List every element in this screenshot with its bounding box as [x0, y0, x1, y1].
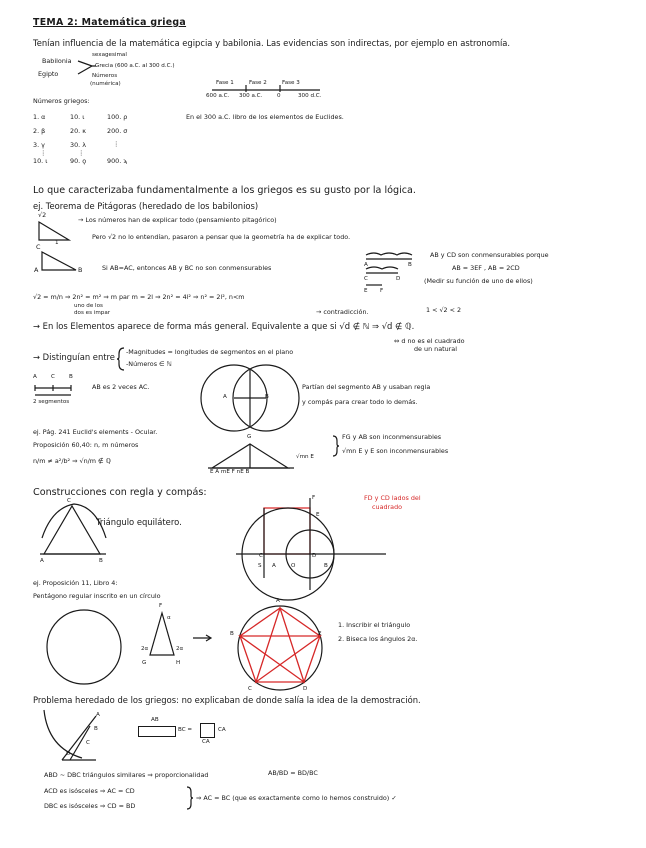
red-note-1: FD y CD lados del — [364, 494, 421, 502]
proof-line: √2 = m/n ⇒ 2n² = m² ⇒ m par m = 2l ⇒ 2n² = 4l² ⇒ n² = 2l², n<m — [33, 293, 245, 301]
logic-line: Lo que caracterizaba fundamentalmente a los griegos es su gusto por la lógica. — [33, 185, 416, 196]
num-100: 100. ρ — [107, 113, 128, 121]
euclid-note: En el 300 a.C. libro de los elementos de Euclides. — [186, 113, 344, 121]
circle-label-b: B — [265, 394, 269, 400]
dbc-line: DBC es isósceles ⇒ CD = BD — [44, 802, 136, 810]
gt-label-2alpha-right: 2α — [176, 646, 184, 652]
equilateral-triangle-construction — [40, 498, 110, 564]
gt-label-f: F — [159, 603, 163, 609]
timeline-phase-2: Fase 2 — [249, 80, 267, 86]
pent-label-b: B — [230, 631, 234, 637]
seg-letter-a: A — [33, 374, 37, 380]
num-10b: 10. ι — [70, 113, 85, 121]
isosceles-right-triangle — [38, 248, 83, 276]
pent-arrow — [192, 634, 214, 642]
pent-label-d: D — [303, 686, 308, 692]
conm-line-3: (Medir su función de uno de ellos) — [424, 277, 533, 285]
bc-eq: BC = — [178, 727, 193, 733]
magnitudes-item: -Magnitudes = longitudes de segmentos en el plano — [126, 348, 294, 356]
pent-label-e: E — [318, 631, 322, 637]
fg-line-2: √mn E y E son inconmensurables — [342, 447, 449, 455]
similar-triangles — [40, 708, 104, 764]
label-one: 1 — [55, 240, 59, 246]
tri-label-a: A — [34, 266, 39, 274]
label-egipto: Egipto — [38, 70, 59, 78]
tri-label-c: C — [36, 243, 41, 251]
label-sqrt2: √2 — [38, 211, 47, 219]
prop-line: Proposición 60,40: n, m números — [33, 441, 139, 449]
eq-label-b: B — [99, 558, 103, 564]
seg-label-c: C — [364, 276, 368, 282]
ratio: AB/BD = BD/BC — [268, 769, 318, 777]
acd-line: ACD es isósceles ⇒ AC = CD — [44, 787, 135, 795]
label-g: G — [247, 434, 252, 440]
golden-triangle — [144, 609, 184, 665]
tri-label-b: B — [78, 266, 83, 274]
eq-label-c: C — [67, 498, 71, 504]
timeline-phase-1: Fase 1 — [216, 80, 234, 86]
sq-label-c: C — [259, 553, 263, 559]
twice-note: AB es 2 veces AC. — [92, 383, 150, 391]
rect-ab — [138, 726, 176, 737]
partian-line-2: y compás para crear todo lo demás. — [302, 398, 418, 406]
frac-line: n/m ≠ a²/b² ⇒ √n/m ∉ ℚ — [33, 457, 111, 465]
num-dots-3: ⋮ — [113, 140, 120, 148]
square-construction — [236, 494, 386, 594]
pent-step-2: 2. Biseca los ángulos 2α. — [338, 635, 418, 643]
timeline-date-1: 600 a.C. — [206, 93, 230, 99]
constr-heading: Construcciones con regla y compás: — [33, 487, 207, 498]
partian-line-1: Partían del segmento AB y usaban regla — [302, 383, 431, 391]
seg-label-e: E — [364, 288, 368, 294]
page-title: TEMA 2: Matemática griega — [33, 17, 187, 28]
num-10: 10. ι — [33, 157, 48, 165]
timeline-date-4: 300 d.C. — [298, 93, 322, 99]
red-note-2: cuadrado — [372, 503, 403, 511]
seg-label-a: A — [364, 262, 368, 268]
seg-letter-b: B — [69, 374, 73, 380]
label-grecia: Grecia (600 a.C. al 300 d.C.) — [95, 63, 175, 69]
plain-circle — [44, 607, 124, 687]
sq-label-d: D — [312, 553, 317, 559]
num-20: 20. κ — [70, 127, 86, 135]
cuadrado-line-2: de un natural — [414, 345, 457, 353]
note-numbers-explain: → Los números han de explicar todo (pensamiento pitagórico) — [78, 216, 277, 224]
influence-arrows — [76, 52, 98, 82]
timeline-phase-3: Fase 3 — [282, 80, 300, 86]
brace-incomm — [332, 434, 340, 458]
timeline-date-3: 0 — [277, 93, 281, 99]
sim-label-b: B — [94, 726, 98, 732]
seg-label-f: F — [380, 288, 384, 294]
intro-line: Tenían influencia de la matemática egipcia y babilonia. Las evidencias son indirectas, por ejemplo en astronomía. — [33, 38, 511, 48]
num-2: 2. β — [33, 127, 46, 135]
gt-label-2alpha-left: 2α — [141, 646, 149, 652]
ca-label: CA — [218, 727, 226, 733]
similar-line: ABD ∼ DBC triángulos similares ⇒ proporcionalidad — [44, 771, 209, 779]
height-triangle — [206, 440, 302, 472]
num-200: 200. σ — [107, 127, 128, 135]
sim-label-a: A — [96, 712, 100, 718]
distinct-lead: → Distinguían entre — [33, 352, 115, 362]
sim-label-d: D — [66, 751, 71, 757]
cuadrado-line-1: ⇔ d no es el cuadrado — [394, 337, 465, 345]
note-geometry: Pero √2 no lo entendían, pasaron a pensar que la geometría ha de explicar todo. — [92, 233, 351, 241]
sq-label-e: E — [316, 512, 320, 518]
fg-line-1: FG y AB son inconmensurables — [342, 433, 442, 441]
label-sexagesimal: sexagesimal — [92, 52, 127, 58]
incommensurable-note: Si AB=AC, entonces AB y BC no son conmensurables — [102, 264, 272, 272]
general-form: → En los Elementos aparece de forma más general. Equivalente a que si √d ∉ ℕ ⇒ √d ∉ ℚ. — [33, 321, 415, 331]
sq-label-o: O — [291, 563, 296, 569]
proof-sub-2: dos es impar — [74, 310, 111, 316]
equilateral-note: Triángulo equilátero. — [96, 517, 182, 527]
conm-line-1: AB y CD son conmensurables porque — [430, 251, 549, 259]
seg-label-b: B — [408, 262, 412, 268]
numerals-heading: Números griegos: — [33, 97, 90, 105]
two-circles-construction — [196, 360, 300, 436]
ca-label-low: CA — [202, 739, 210, 745]
pent-label-c: C — [248, 686, 252, 692]
conm-line-2: AB = 3EF , AB = 2CD — [452, 264, 520, 272]
pitagoras-label: ej. Teorema de Pitágoras (heredado de los babilonios) — [33, 201, 259, 211]
pent-label-a: A — [276, 598, 280, 604]
pent-step-1: 1. Inscribir el triángulo — [338, 621, 411, 629]
num-90: 90. ϙ — [70, 157, 87, 165]
seg-letter-c: C — [51, 374, 55, 380]
gt-label-g: G — [142, 660, 147, 666]
base-labels: E A mE F nE B — [210, 469, 250, 475]
pent-ej: ej. Proposición 11, Libro 4: — [33, 579, 118, 587]
rect-ab-label: AB — [151, 717, 159, 723]
two-segments — [33, 382, 75, 398]
gt-label-alpha: α — [167, 615, 171, 621]
sq-label-a: A — [272, 563, 276, 569]
pentagon-construction — [230, 602, 330, 692]
segment-comparison — [364, 247, 424, 289]
seg-label-d: D — [396, 276, 401, 282]
pag-line: ej. Pág. 241 Euclid's elements - Ocular. — [33, 428, 158, 436]
num-dots-2: ⋮ — [78, 149, 85, 157]
num-3: 3. γ — [33, 141, 45, 149]
timeline-date-2: 300 a.C. — [239, 93, 263, 99]
proof-sub-1: uno de los — [74, 303, 103, 309]
square-ca — [200, 723, 215, 738]
conclusion: ⇒ AC = BC (que es exactamente como lo hemos construido) ✓ — [196, 794, 397, 802]
num-900: 900. ϡ — [107, 157, 128, 165]
circle-label-a: A — [223, 394, 227, 400]
pent-title: Pentágono regular inscrito en un círculo — [33, 592, 161, 600]
eq-label-a: A — [40, 558, 44, 564]
num-1: 1. α — [33, 113, 46, 121]
brace-magnitudes — [116, 346, 126, 372]
radical-label: √mn E — [296, 454, 314, 460]
sq-label-f: F — [312, 495, 316, 501]
problem-line: Problema heredado de los griegos: no explicaban de donde salía la idea de la demostración. — [33, 695, 421, 705]
label-numeros: Números — [92, 73, 118, 79]
label-babilonia: Babilonia — [42, 57, 72, 65]
label-numerica: (numérica) — [90, 81, 121, 87]
segments-caption: 2 segmentos — [33, 399, 70, 405]
inequality: 1 < √2 < 2 — [426, 306, 462, 314]
gt-label-h: H — [176, 660, 181, 666]
num-30: 30. λ — [70, 141, 86, 149]
sq-label-b: B — [324, 563, 328, 569]
contradiction: → contradicción. — [316, 308, 369, 316]
sim-label-c: C — [86, 740, 90, 746]
num-dots-1: ⋮ — [40, 149, 47, 157]
numbers-item: -Números ∈ ℕ — [126, 360, 172, 368]
brace-conclusion — [186, 785, 194, 811]
sq-label-s: S — [258, 563, 262, 569]
